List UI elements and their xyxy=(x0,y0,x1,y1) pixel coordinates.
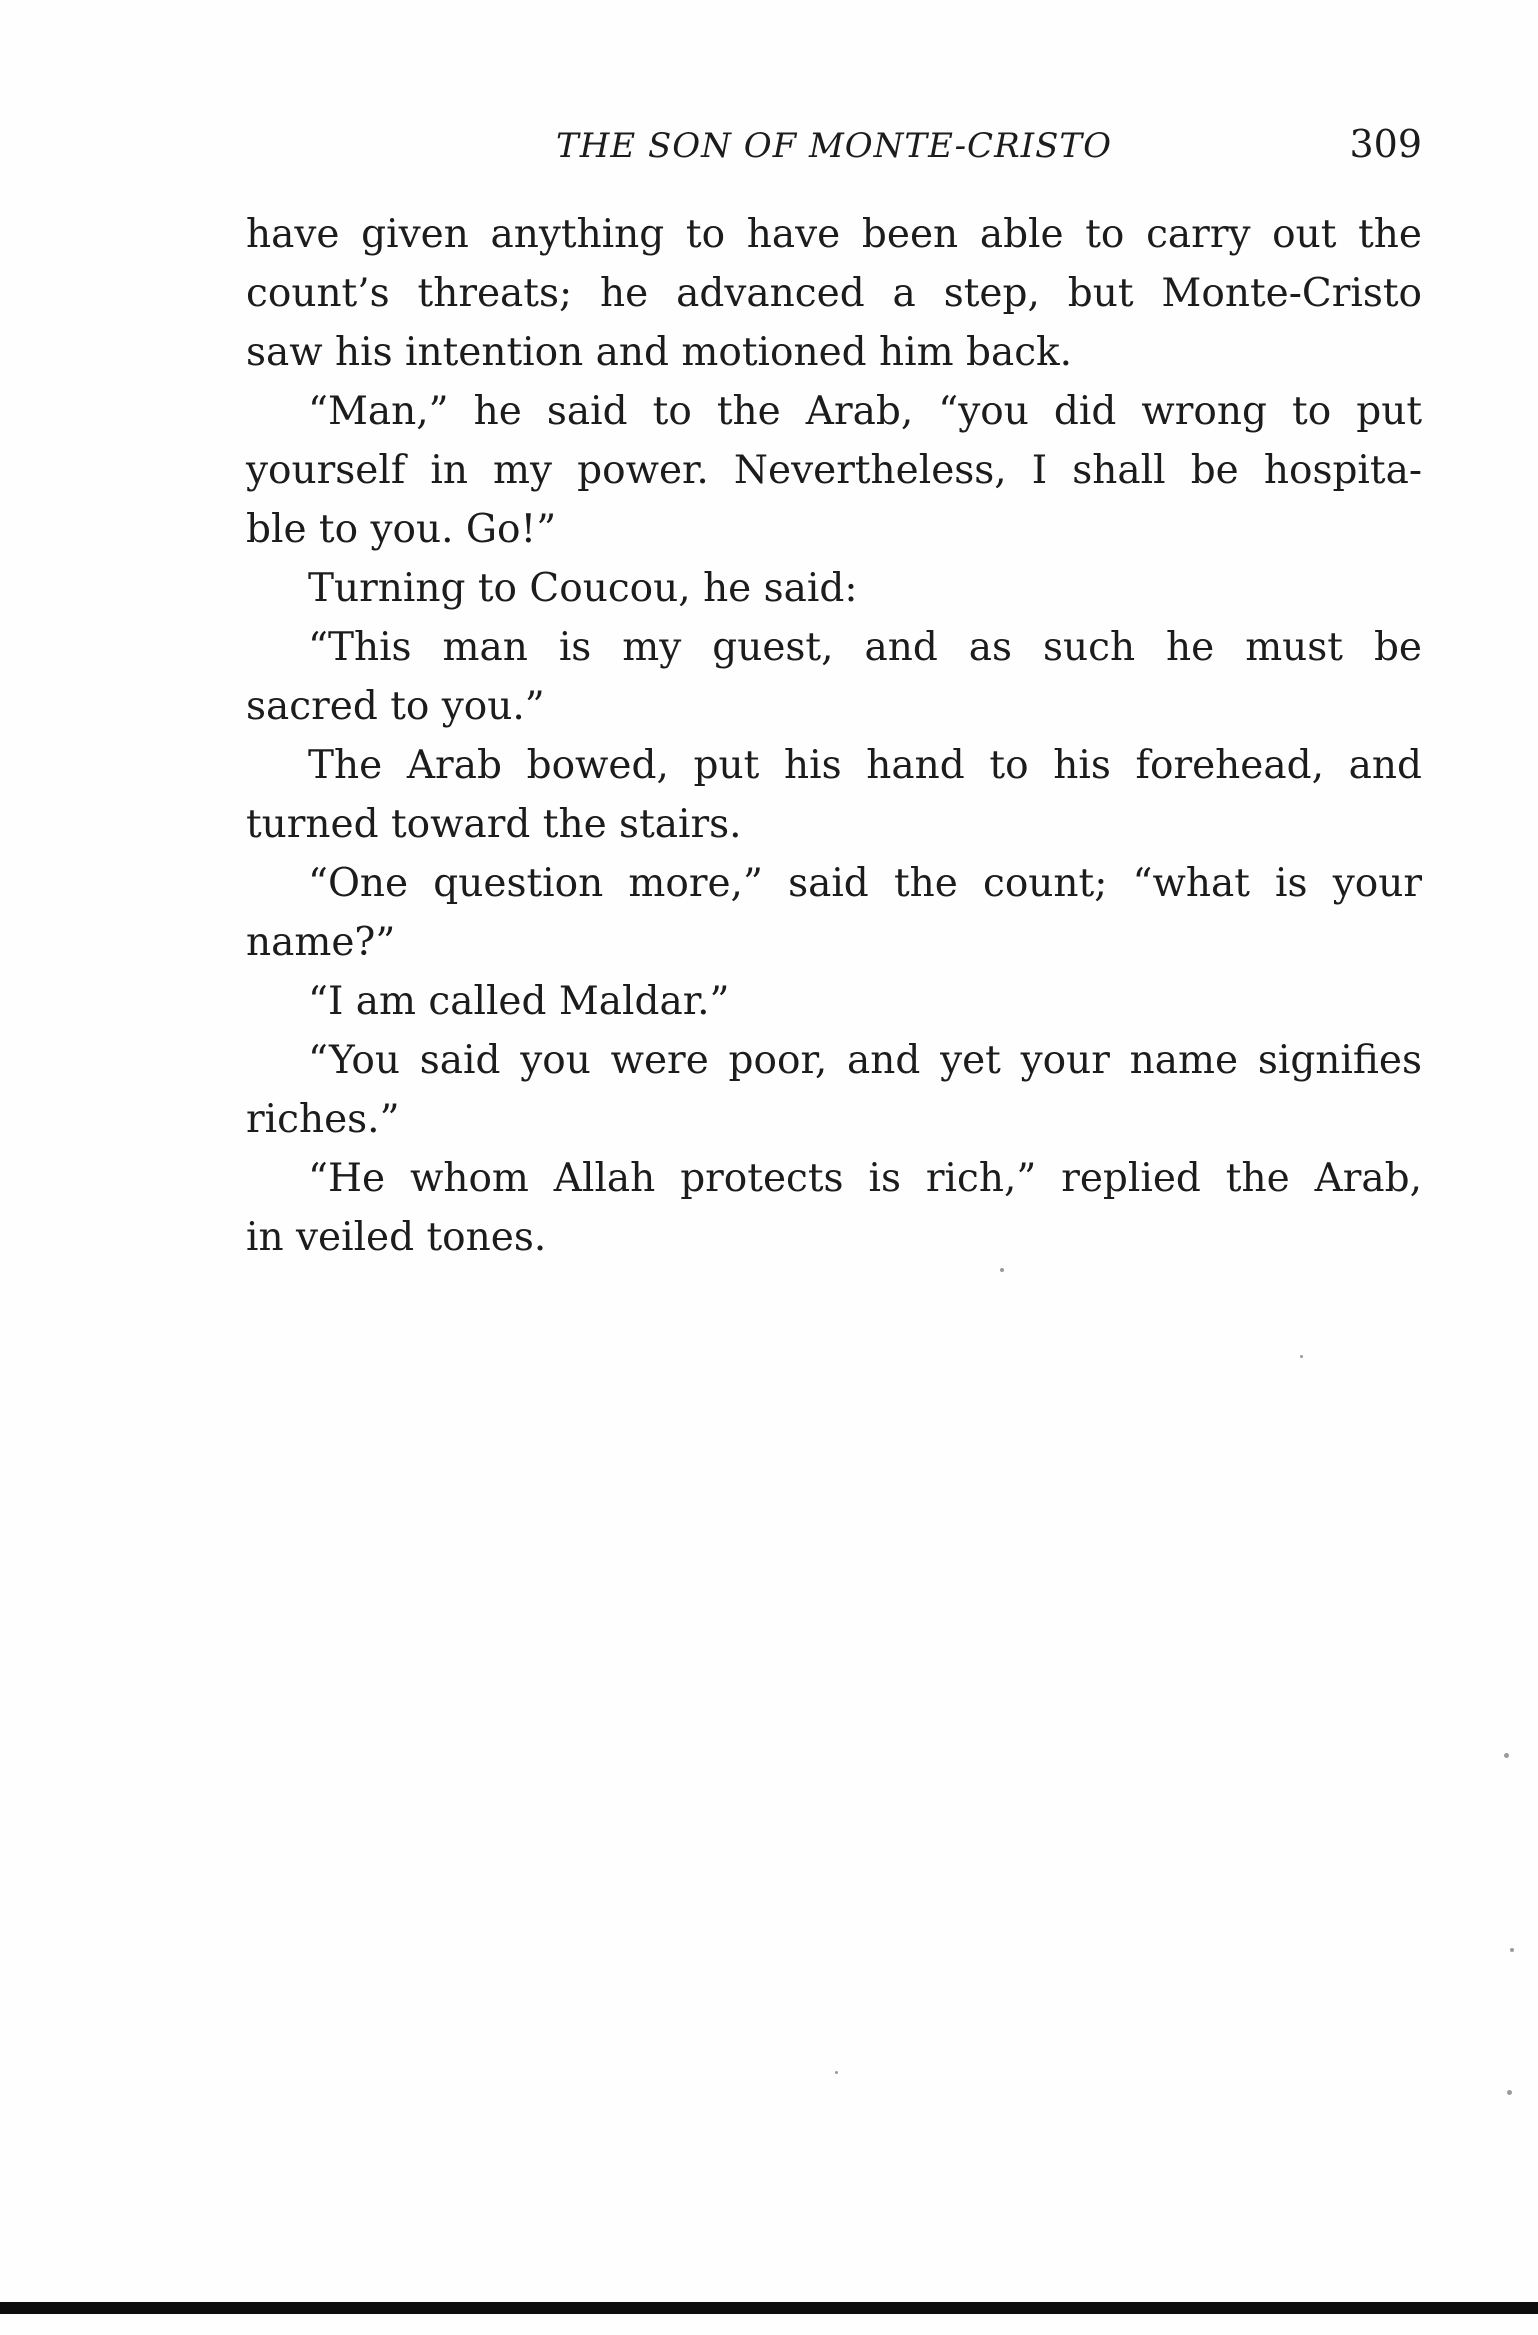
paper-speck xyxy=(1510,1948,1514,1952)
text-line: “I am called Maldar.” xyxy=(308,979,730,1024)
paper-speck xyxy=(1504,1753,1509,1758)
text-line: saw his intention and motioned him back. xyxy=(246,330,1073,375)
text-line: riches.” xyxy=(246,1097,400,1142)
text-line: have given anything to have been able to carry out the xyxy=(246,212,1422,257)
text-line: count’s threats; he advanced a step, but Monte-Cristo xyxy=(246,271,1422,316)
paper-speck xyxy=(1000,1268,1004,1272)
bottom-rule xyxy=(0,2302,1538,2314)
text-line: turned toward the stairs. xyxy=(246,802,742,847)
text-line: “This man is my guest, and as such he must be xyxy=(308,625,1422,670)
text-line: “You said you were poor, and yet your name signifies xyxy=(308,1038,1422,1083)
text-line: Turning to Coucou, he said: xyxy=(308,566,858,611)
text-line: “He whom Allah protects is rich,” replied the Arab, xyxy=(308,1156,1422,1201)
text-line: name?” xyxy=(246,920,396,965)
text-line: “Man,” he said to the Arab, “you did wrong to put xyxy=(308,389,1422,434)
running-title: THE SON OF MONTE-CRISTO xyxy=(556,126,1112,166)
text-line: The Arab bowed, put his hand to his forehead, and xyxy=(308,743,1422,788)
paper-speck xyxy=(1300,1355,1303,1358)
page-number: 309 xyxy=(1349,122,1422,166)
paper-speck xyxy=(835,2071,838,2074)
text-line: in veiled tones. xyxy=(246,1215,547,1260)
text-line: ble to you. Go!” xyxy=(246,507,557,552)
text-line: “One question more,” said the count; “what is your xyxy=(308,861,1422,906)
text-line: yourself in my power. Nevertheless, I shall be hospita- xyxy=(246,448,1422,493)
paper-speck xyxy=(1507,2090,1512,2095)
body-text xyxy=(246,205,1422,1267)
running-head xyxy=(246,118,1422,178)
text-line: sacred to you.” xyxy=(246,684,545,729)
